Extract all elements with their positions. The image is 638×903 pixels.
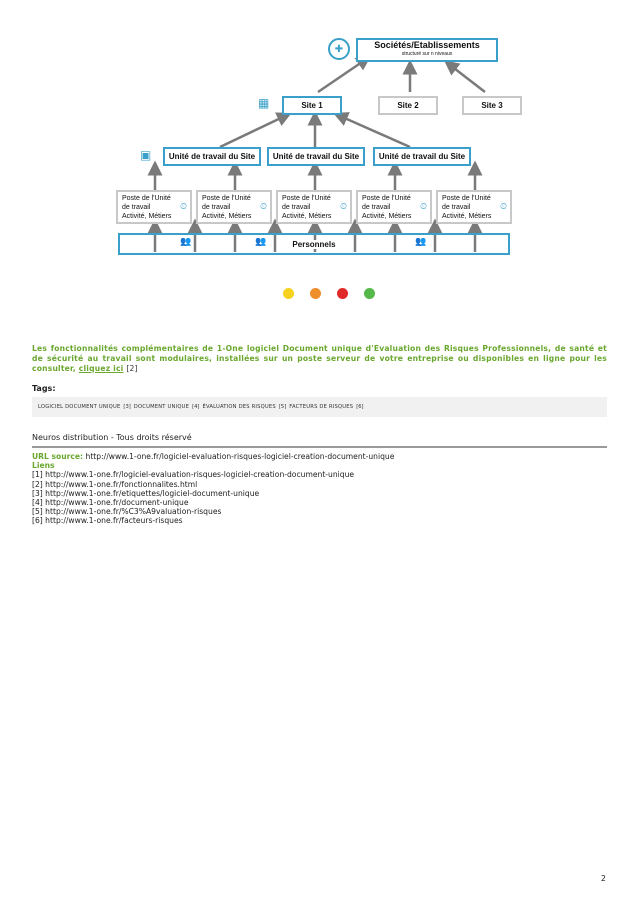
site-building-icon: ▦ (258, 96, 270, 110)
poste-box-3 (276, 190, 352, 224)
unit-cube-icon: ▣ (140, 148, 152, 162)
top-box-subtitle: structuré sur n niveaux (401, 51, 453, 57)
tag-link[interactable]: ÉVALUATION DES RISQUES (202, 404, 276, 410)
page-number: 2 (600, 874, 606, 883)
poste-line: Poste de l'Unité (202, 195, 251, 202)
site-box-3: Site 3 (462, 96, 522, 115)
poste-box-4 (356, 190, 432, 224)
link-item[interactable]: [5] http://www.1-one.fr/%C3%A9valuation-risques (32, 507, 222, 517)
poste-box-1 (116, 190, 192, 224)
building-icon: ✚ (328, 38, 350, 60)
poste-line: de travail (442, 204, 471, 211)
people-icon: 👥 (255, 237, 267, 247)
site-box-2: Site 2 (378, 96, 438, 115)
poste-line: Activité, Métiers (442, 213, 492, 220)
source-section (32, 452, 394, 526)
unite-box-1: Unité de travail du Site (163, 147, 261, 166)
poste-line: Activité, Métiers (202, 213, 252, 220)
tag-ref: [5] (278, 404, 287, 410)
links-label: Liens (32, 461, 55, 471)
intro-text: Les fonctionnalités complémentaires de 1-One logiciel Document unique d'Evaluation des Risques Professionnels, de santé et de sécurité au travail sont modulaires, installées sur un poste serveur de votre entreprise ou disponibles en ligne pour les consulter, (32, 344, 607, 373)
diagram-arrows (110, 30, 530, 260)
worker-clock-icon: ⏲ (179, 201, 187, 211)
intro-ref: [2] (126, 364, 138, 373)
tags-bar (32, 397, 607, 417)
orange-dot (310, 288, 321, 299)
worker-clock-icon: ⏲ (419, 201, 427, 211)
poste-line: Poste de l'Unité (442, 195, 491, 202)
worker-clock-icon: ⏲ (259, 201, 267, 211)
poste-line: de travail (282, 204, 311, 211)
link-item[interactable]: [1] http://www.1-one.fr/logiciel-evaluation-risques-logiciel-creation-document-unique (32, 470, 355, 480)
poste-line: de travail (122, 204, 151, 211)
top-box (356, 38, 498, 62)
intro-link[interactable]: cliquez ici (78, 364, 124, 373)
poste-line: Activité, Métiers (282, 213, 332, 220)
poste-line: de travail (202, 204, 231, 211)
poste-line: de travail (362, 204, 391, 211)
poste-line: Poste de l'Unité (122, 195, 171, 202)
tags-label: Tags: (32, 384, 56, 393)
link-item[interactable]: [6] http://www.1-one.fr/facteurs-risques (32, 516, 183, 526)
intro-paragraph (32, 344, 607, 374)
poste-box-5 (436, 190, 512, 224)
poste-line: Activité, Métiers (122, 213, 172, 220)
worker-clock-icon: ⏲ (339, 201, 347, 211)
tag-link[interactable]: FACTEURS DE RISQUES (289, 404, 354, 410)
green-dot (364, 288, 375, 299)
people-icon: 👥 (415, 237, 427, 247)
org-structure-diagram (110, 30, 530, 260)
red-dot (337, 288, 348, 299)
link-item[interactable]: [2] http://www.1-one.fr/fonctionnalites.html (32, 479, 198, 489)
unite-box-2: Unité de travail du Site (267, 147, 365, 166)
source-label: URL source: (32, 452, 84, 461)
copyright-footer: Neuros distribution - Tous droits réservé (32, 433, 607, 448)
poste-line: Poste de l'Unité (362, 195, 411, 202)
top-box-title: Sociétés/Etablissements (374, 40, 480, 50)
poste-line: Poste de l'Unité (282, 195, 331, 202)
site-box-1: Site 1 (282, 96, 342, 115)
poste-line: Activité, Métiers (362, 213, 412, 220)
link-item[interactable]: [4] http://www.1-one.fr/document-unique (32, 498, 189, 508)
poste-box-2 (196, 190, 272, 224)
yellow-dot (283, 288, 294, 299)
tag-ref: [6] (356, 404, 364, 410)
link-item[interactable]: [3] http://www.1-one.fr/etiquettes/logiciel-document-unique (32, 488, 260, 498)
people-icon: 👥 (180, 237, 192, 247)
source-url[interactable]: http://www.1-one.fr/logiciel-evaluation-risques-logiciel-creation-document-unique (85, 452, 395, 461)
color-dots (283, 288, 375, 299)
personnels-bar (118, 233, 510, 255)
tag-ref: [4] (192, 404, 200, 410)
worker-clock-icon: ⏲ (499, 201, 507, 211)
tag-link[interactable]: LOGICIEL DOCUMENT UNIQUE (38, 404, 121, 410)
unite-box-3: Unité de travail du Site (373, 147, 471, 166)
tag-link[interactable]: DOCUMENT UNIQUE (133, 404, 190, 410)
tag-ref: [3] (123, 404, 131, 410)
personnels-label: Personnels (286, 240, 341, 249)
